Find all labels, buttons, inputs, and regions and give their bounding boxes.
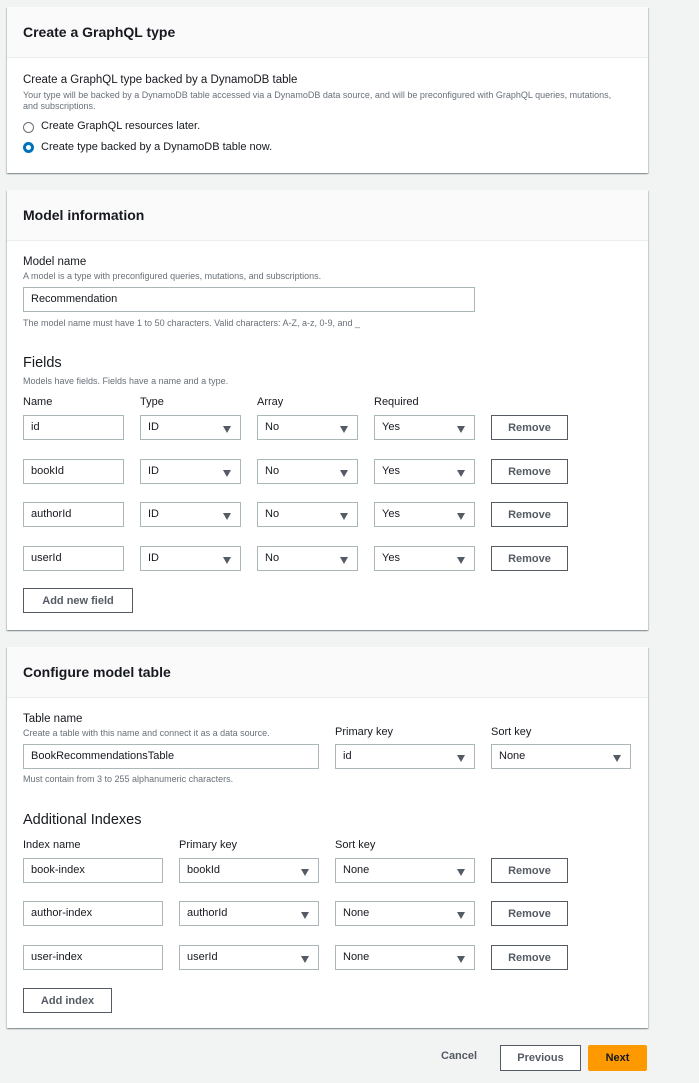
- fields-heading: Fields: [23, 355, 62, 371]
- sort-key-label: Sort key: [491, 726, 532, 738]
- radio-create-later[interactable]: [23, 122, 34, 133]
- index-sort-key-select[interactable]: None: [335, 858, 475, 883]
- additional-indexes-heading: Additional Indexes: [23, 812, 142, 828]
- sort-key-select[interactable]: None: [491, 744, 631, 769]
- panel-title: Model information: [7, 190, 648, 241]
- field-array-select[interactable]: No: [257, 459, 358, 484]
- add-new-field-button[interactable]: Add new field: [23, 588, 133, 613]
- field-required-select[interactable]: Yes: [374, 546, 475, 571]
- graphql-type-description: Your type will be backed by a DynamoDB table accessed via a DynamoDB data source, and will be preconfigured with GraphQL queries, mutations, and subscriptions.: [23, 90, 612, 111]
- table-name-label: Table name: [23, 713, 83, 725]
- next-button[interactable]: Next: [588, 1045, 647, 1071]
- graphql-type-panel: [7, 7, 648, 173]
- index-primary-key-select[interactable]: bookId: [179, 858, 319, 883]
- column-type: Type: [140, 396, 164, 408]
- remove-field-button[interactable]: Remove: [491, 546, 568, 571]
- remove-index-button[interactable]: Remove: [491, 901, 568, 926]
- index-name-input[interactable]: user-index: [23, 945, 163, 970]
- index-name-input[interactable]: book-index: [23, 858, 163, 883]
- column-index-name: Index name: [23, 839, 81, 851]
- field-array-select[interactable]: No: [257, 502, 358, 527]
- index-primary-key-select[interactable]: userId: [179, 945, 319, 970]
- field-type-select[interactable]: ID: [140, 502, 241, 527]
- field-name-input[interactable]: userId: [23, 546, 124, 571]
- index-primary-key-select[interactable]: authorId: [179, 901, 319, 926]
- fields-description: Models have fields. Fields have a name and a type.: [23, 376, 229, 386]
- column-array: Array: [257, 396, 284, 408]
- remove-index-button[interactable]: Remove: [491, 858, 568, 883]
- model-name-description: A model is a type with preconfigured queries, mutations, and subscriptions.: [23, 271, 322, 281]
- field-array-select[interactable]: No: [257, 546, 358, 571]
- field-type-select[interactable]: ID: [140, 415, 241, 440]
- add-index-button[interactable]: Add index: [23, 988, 112, 1013]
- field-name-input[interactable]: authorId: [23, 502, 124, 527]
- model-name-input[interactable]: Recommendation: [23, 287, 475, 312]
- index-sort-key-select[interactable]: None: [335, 945, 475, 970]
- field-required-select[interactable]: Yes: [374, 415, 475, 440]
- model-name-hint: The model name must have 1 to 50 characters. Valid characters: A-Z, a-z, 0-9, and _: [23, 318, 360, 328]
- field-type-select[interactable]: ID: [140, 459, 241, 484]
- field-required-select[interactable]: Yes: [374, 459, 475, 484]
- column-name: Name: [23, 396, 53, 408]
- previous-button[interactable]: Previous: [500, 1045, 581, 1071]
- cancel-button[interactable]: Cancel: [441, 1050, 478, 1062]
- configure-model-table-panel: [7, 647, 648, 1028]
- table-name-description: Create a table with this name and connect it as a data source.: [23, 728, 270, 738]
- remove-index-button[interactable]: Remove: [491, 945, 568, 970]
- radio-label-create-later[interactable]: Create GraphQL resources later.: [41, 120, 201, 132]
- remove-field-button[interactable]: Remove: [491, 502, 568, 527]
- panel-title: Create a GraphQL type: [7, 7, 648, 58]
- panel-title: Configure model table: [7, 647, 648, 698]
- field-required-select[interactable]: Yes: [374, 502, 475, 527]
- field-name-input[interactable]: id: [23, 415, 124, 440]
- index-sort-key-select[interactable]: None: [335, 901, 475, 926]
- column-required: Required: [374, 396, 419, 408]
- radio-create-now[interactable]: [23, 142, 34, 153]
- model-name-label: Model name: [23, 256, 87, 268]
- graphql-type-label: Create a GraphQL type backed by a DynamoDB table: [23, 74, 298, 86]
- field-type-select[interactable]: ID: [140, 546, 241, 571]
- remove-field-button[interactable]: Remove: [491, 459, 568, 484]
- primary-key-select[interactable]: id: [335, 744, 475, 769]
- table-name-hint: Must contain from 3 to 255 alphanumeric characters.: [23, 774, 234, 784]
- column-primary-key: Primary key: [179, 839, 238, 851]
- table-name-input[interactable]: BookRecommendationsTable: [23, 744, 319, 769]
- field-array-select[interactable]: No: [257, 415, 358, 440]
- model-information-panel: [7, 190, 648, 630]
- column-sort-key: Sort key: [335, 839, 376, 851]
- radio-label-create-now[interactable]: Create type backed by a DynamoDB table now.: [41, 141, 273, 153]
- field-name-input[interactable]: bookId: [23, 459, 124, 484]
- primary-key-label: Primary key: [335, 726, 394, 738]
- index-name-input[interactable]: author-index: [23, 901, 163, 926]
- remove-field-button[interactable]: Remove: [491, 415, 568, 440]
